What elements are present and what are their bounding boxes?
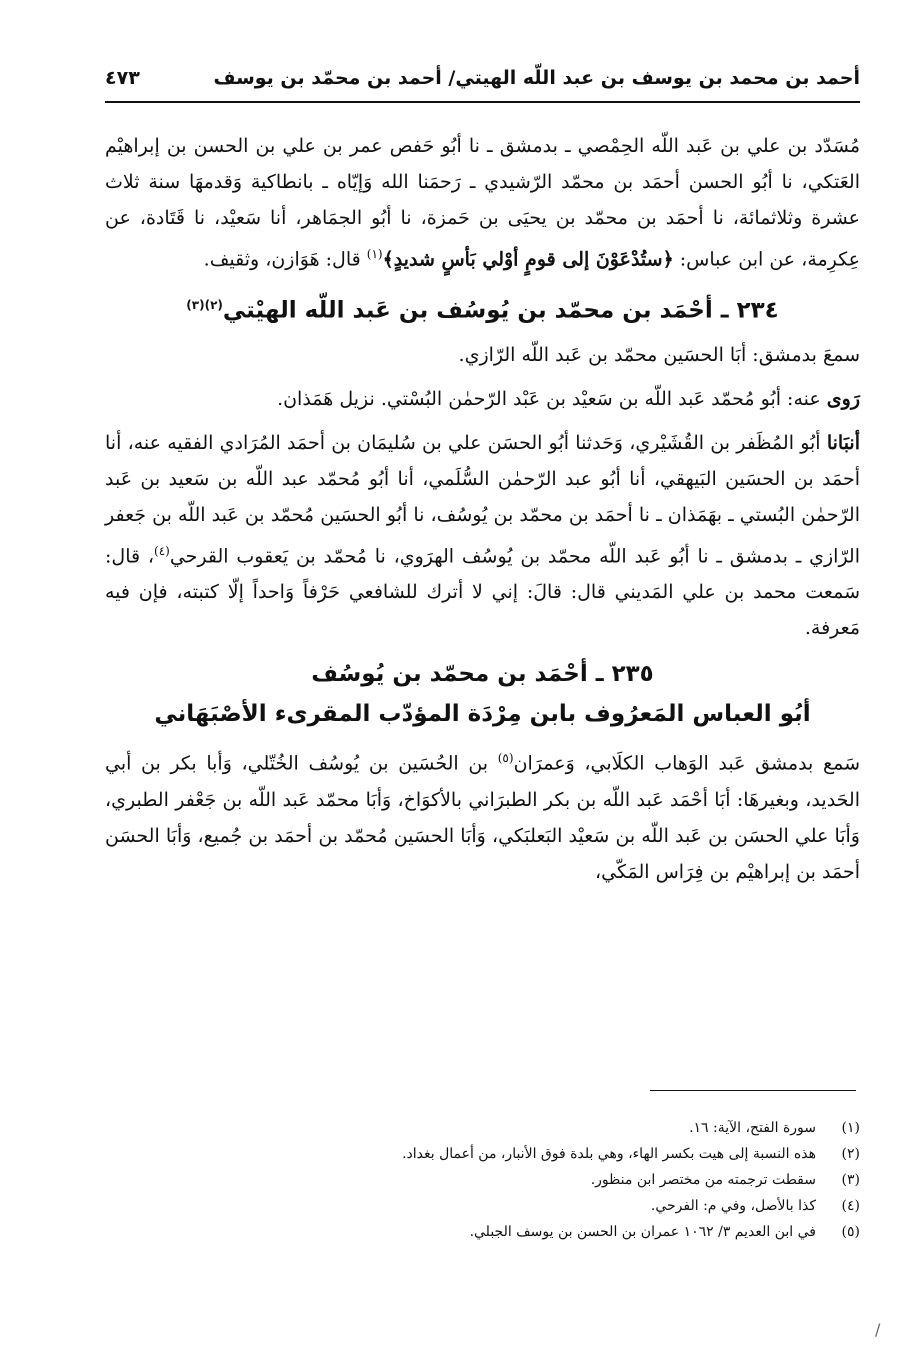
footnote-text: في ابن العديم ٣/ ١٠٦٢ عمران بن الحسن بن يوسف الجبلي. [469,1224,816,1240]
footnote-number: (٥) [841,1224,860,1240]
entry-line [105,381,860,417]
running-title: أحمد بن محمد بن يوسف بن عبد اللّه الهيتي/ أحمد بن محمّد بن يوسف [213,67,860,89]
paragraph-text: قال: هَوَازن، وثقيف. [203,248,361,271]
paragraph-isnad [105,128,860,277]
entry-line [105,337,860,373]
footnote-number: (٣) [841,1172,860,1188]
footnote [105,1193,860,1219]
footnote [105,1167,860,1193]
lead-word: أنبَانا [826,431,860,454]
paragraph-text: ، قال: سَمعت محمد بن علي المَديني قال: قالَ: إني لا أترك للشافعي حَرْفاً وَاحداً إلّا كتبته، فإن فيه مَعرفة. [105,545,860,640]
quran-verse: ﴿ستُدْعَوْنَ إلى قومٍ أوْلي بَأسٍ شديدٍ﴾ [382,248,674,271]
narrated-by-text: عنه: أبُو مُحمّد عَبد اللّه بن سَعيْد بن عَبْد الرّحمٰن البُسْتي. نزيل هَمَذان. [277,387,821,410]
entry-subtitle: أبُو العباس المَعرُوف بابن مِرْدَة المؤدّب المقرىء الأصْبَهَاني [154,701,811,728]
footnotes [105,1115,860,1245]
entry-heading-235 [105,654,860,734]
footnote [105,1141,860,1167]
footnote-text: كذا بالأصل، وفي م: الفرحي. [650,1198,816,1214]
footnote [105,1115,860,1141]
footnote-number: (١) [841,1120,860,1136]
paragraph-text: بن الحُسَين بن يُوسُف الخُتّلي، وَأبا بكر بن أبي الحَديد، وبغيرهَا: أبَا أحْمَد عَبد اللّه بن بكر الطبرَاني بالأكوَاخ، وَأبَا محمّد عَبد اللّه بن جَعْفر الطبري، وَأبَا علي الحسَن بن عَبد اللّه بن سَعيْد البَعلبَكي، وَأبَا الحسَين مُحمّد بن أحمَد بن جُميع، وَأبَا الحسَن أحمَد بن إبراهيْم بن فِرَاس المَكّي، [105,752,860,883]
paragraph-text: مُسَدّد بن علي بن عَبد اللّه الحِمْصي ـ بدمشق ـ نا أبُو حَفص عمر بن علي بن الحسن بن إبراهيْم العَتكي، نا أبُو الحسن أحمَد بن محمّد الرّشيدي ـ رَحمَنا الله وَإيّاه ـ بانطاكية وَقدمهَا سنة ثلاث عشرة وثلاثمائة، نا أحمَد بن محمّد بن يحيَى بن حَمزة، نا أبُو الجمَاهر، أنا سَعيْد، نا قَتَادة، عن عِكرِمة، عن ابن عباس: [105,135,860,271]
main-text [105,128,860,898]
footnote-ref: (٥) [497,751,514,766]
heard-from-text: سمعَ بدمشق: أبَا الحسَين محمّد بن عَبد اللّه الرّازي. [458,343,860,366]
footnote-number: (٤) [841,1198,860,1214]
footnote-text: سورة الفتح، الآية: ١٦. [689,1120,816,1136]
entry-heading-234 [105,285,860,331]
footnote-ref: (١) [366,247,383,261]
lead-word: رَوى [826,387,860,410]
entry-title: ٢٣٥ ـ أحْمَد بن محمّد بن يُوسُف [311,661,654,688]
header-divider [105,101,860,103]
footnote-ref: (٢)(٣) [186,298,223,313]
footnote-text: سقطت ترجمته من مختصر ابن منظور. [590,1172,816,1188]
footnote-ref: (٤) [154,543,170,558]
paragraph-isnad [105,740,860,889]
footnote-number: (٢) [841,1146,860,1162]
paragraph-isnad [105,425,860,646]
page-number: ٤٧٣ [105,67,140,89]
running-header [105,58,860,98]
paragraph-text: أبُو المُظَفر بن القُشَيْري، وَحَدثنا أبُو الحسَن علي بن سُليمَان بن أحمَد المُرَادي الفقيه عنه، أنا أحمَد بن الحسَين البَيهقي، أنا أبُو عبد الرّحمٰن السُّلَمي، أنا أبُو مُحمّد عبد اللّه بن سَعيد بن عَبد الرّحمٰن البُستي ـ بهَمَذان ـ نا أحمَد بن محمّد بن يُوسُف، نا أبُو الحسَين مُحمّد بن عَبد اللّه بن جَعفر الرّازي ـ بدمشق ـ نا أبُو عَبد اللّه محمّد بن يُوسُف الهرَوي، نا مُحمّد بن يَعقوب القرحي [105,431,860,568]
entry-title: ٢٣٤ ـ أحْمَد بن محمّد بن يُوسُف بن عَبد اللّه الهيْتي [222,297,779,324]
footnote-divider [650,1090,856,1091]
margin-mark: / [875,1320,881,1339]
footnote [105,1219,860,1245]
paragraph-text: سَمع بدمشق عَبد الوَهاب الكلَابي، وَعمرَان [513,752,861,775]
footnote-text: هذه النسبة إلى هيت بكسر الهاء، وهي بلدة فوق الأنبار، من أعمال بغداد. [402,1146,816,1162]
